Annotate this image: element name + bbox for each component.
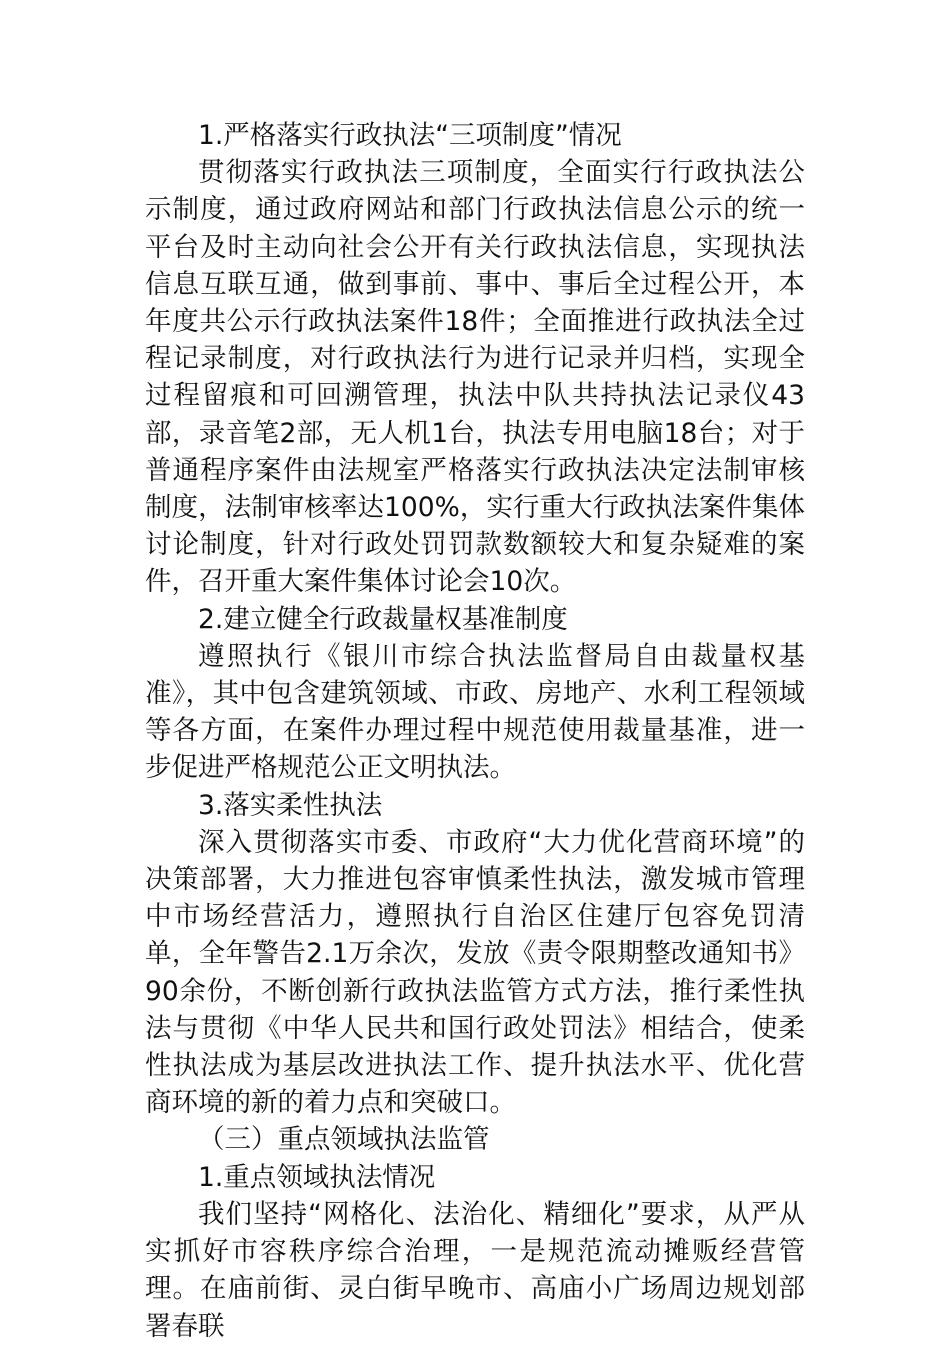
section-heading-3: 3.落实柔性执法: [198, 789, 383, 821]
chapter-heading-3: （三）重点领域执法监管: [198, 1124, 490, 1156]
section-heading-1: 1.严格落实行政执法“三项制度”情况: [198, 120, 622, 151]
section-heading-2: 2.建立健全行政裁量权基准制度: [198, 603, 568, 635]
section-heading-4: 1.重点领域执法情况: [198, 1161, 436, 1193]
body-paragraph-2: 遵照执行《银川市综合执法监督局自由裁量权基准》，其中包含建筑领域、市政、房地产、水利工程领域等各方面，在案件办理过程中规范使用裁量基准，进一步促进严格规范公正文明执法。: [145, 640, 805, 784]
body-paragraph-3: 深入贯彻落实市委、市政府“大力优化营商环境”的决策部署，大力推进包容审慎柔性执法，激发城市管理中市场经营活力，遵照执行自治区住建厅包容免罚清单，全年警告2.1万余次，发放《责令限期整改通知书》90余份，不断创新行政执法监管方式方法，推行柔性执法与贯彻《中华人民共和国行政处罚法》相结合，使柔性执法成为基层改进执法工作、提升执法水平、优化营商环境的新的着力点和突破口。: [145, 826, 805, 1119]
body-paragraph-1: 贯彻落实行政执法三项制度，全面实行行政执法公示制度，通过政府网站和部门行政执法信息公示的统一平台及时主动向社会公开有关行政执法信息，实现执法信息互联互通，做到事前、事中、事后全过程公开，本年度共公示行政执法案件18件；全面推进行政执法全过程记录制度，对行政执法行为进行记录并归档，实现全过程留痕和可回溯管理，执法中队共持执法记录仪43部，录音笔2部，无人机1台，执法专用电脑18台；对于普通程序案件由法规室严格落实行政执法决定法制审核制度，法制审核率达100%，实行重大行政执法案件集体讨论制度，针对行政处罚罚款数额较大和复杂疑难的案件，召开重大案件集体讨论会10次。: [145, 157, 805, 598]
document-page: [145, 117, 805, 1345]
body-paragraph-4: 我们坚持“网格化、法治化、精细化”要求，从严从实抓好市容秩序综合治理，一是规范流动摊贩经营管理。在庙前街、灵白街早晚市、高庙小广场周边规划部署春联: [145, 1198, 805, 1342]
